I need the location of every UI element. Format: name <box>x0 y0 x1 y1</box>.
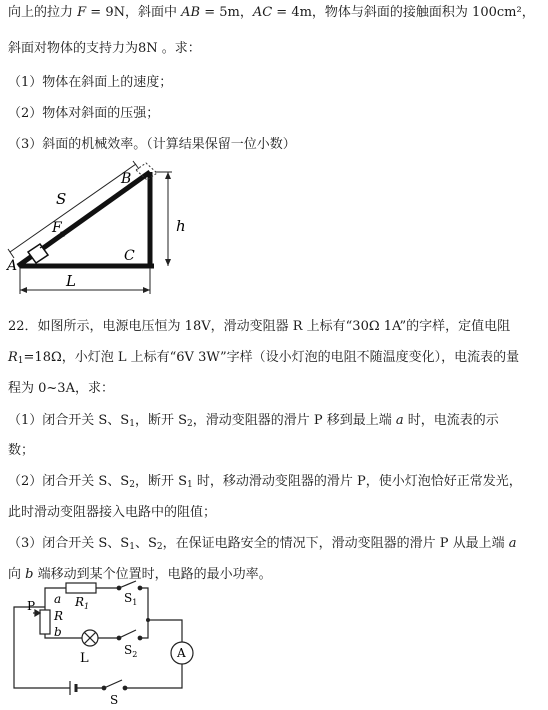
text-run: ，滑动变阻器的滑片 P 移到最上端 <box>192 413 396 428</box>
text-run: = 5m， <box>200 5 253 20</box>
var-a: a <box>395 413 404 428</box>
p22-line2 <box>8 349 519 370</box>
label-S1 <box>124 591 137 607</box>
p22-question-1-cont: 数； <box>8 443 35 458</box>
label-B: B <box>121 171 132 187</box>
label-F: F <box>52 220 62 236</box>
label-R: R <box>54 609 64 623</box>
var-R: R <box>8 350 18 365</box>
switch-s2-contact <box>138 636 142 640</box>
wire-bottom-right <box>125 664 182 688</box>
label-a: a <box>54 592 62 606</box>
text-run: 时，移动滑动变阻器的滑片 P，使小灯泡恰好正常发光， <box>192 474 522 489</box>
label-R1-sub: 1 <box>84 602 90 611</box>
var-a: a <box>508 536 517 551</box>
text-run: （2）闭合开关 S、S <box>8 474 130 489</box>
wire-top-right <box>140 588 148 638</box>
subscript: 2 <box>187 419 193 429</box>
p22-question-2-cont: 此时滑动变阻器接入电路中的阻值； <box>8 505 217 520</box>
slider-P-arrowhead <box>35 610 40 616</box>
text-run: 端移动到某个位置时，电路的最小功率。 <box>33 567 272 582</box>
label-R1-main: R <box>75 595 85 609</box>
label-A: A <box>7 258 18 274</box>
label-A: A <box>177 646 186 660</box>
label-S: S <box>56 190 67 208</box>
label-b: b <box>54 625 62 639</box>
text-run: = 4m，物体与斜面的接触面积为 100cm²， <box>272 5 535 20</box>
text-run: 时，电流表的示 <box>403 413 499 428</box>
p21-line2: 斜面对物体的支持力为8N 。求： <box>8 41 201 56</box>
label-S: S <box>110 693 119 707</box>
text-run: 、S <box>134 536 157 551</box>
var-F: F <box>77 5 87 20</box>
p22-question-3 <box>8 535 517 556</box>
text-run: 向 <box>8 567 26 582</box>
subscript: 1 <box>17 356 24 366</box>
subscript: 1 <box>129 542 135 552</box>
subscript: 2 <box>156 542 163 552</box>
label-S2-sub: 2 <box>132 650 138 659</box>
p21-question-2: （2）物体对斜面的压强； <box>8 106 160 121</box>
wire-right <box>160 620 182 642</box>
label-S2-main: S <box>124 643 133 657</box>
text-run: 向上的拉力 <box>8 5 78 20</box>
text-run: ，在保证电路安全的情况下，滑动变阻器的滑片 P 从最上端 <box>162 536 509 551</box>
p22-question-2 <box>8 473 522 494</box>
var-b: b <box>25 567 34 582</box>
text-run: ，断开 S <box>134 413 187 428</box>
p22-line1: 22．如图所示，电源电压恒为 18V，滑动变阻器 R 上标有“30Ω 1A”的字样，定值电阻 <box>8 319 511 334</box>
base-arrow-left <box>20 287 27 293</box>
label-S1-sub: 1 <box>132 598 138 607</box>
resistor-R1 <box>66 583 96 593</box>
circuit-diagram <box>0 580 548 710</box>
p22-question-1 <box>8 412 499 433</box>
switch-s2-blade <box>119 630 136 638</box>
p21-question-1: （1）物体在斜面上的速度； <box>8 75 173 90</box>
label-P: P <box>27 599 36 613</box>
text-run: =18Ω，小灯泡 L 上标有“6V 3W”字样（设小灯泡的电阻不随温度变化），电流表的量 <box>23 350 520 365</box>
slope-length-line <box>10 164 136 252</box>
p22-line3: 程为 0~3A，求： <box>8 381 114 396</box>
subscript: 1 <box>187 480 193 490</box>
text-run: （1）闭合开关 S、S <box>8 413 130 428</box>
label-C: C <box>124 248 135 264</box>
label-h: h <box>176 217 186 235</box>
height-arrow-bottom <box>165 259 171 266</box>
switch-s1-blade <box>119 581 136 588</box>
rheostat-R <box>40 610 50 634</box>
label-L: L <box>66 272 76 290</box>
height-arrow-top <box>165 172 171 179</box>
text-run: （3）闭合开关 S、S <box>8 536 130 551</box>
switch-s-blade <box>104 680 122 688</box>
p21-question-3: （3）斜面的机械效率。（计算结果保留一位小数） <box>8 137 296 152</box>
label-S2 <box>124 643 137 659</box>
subscript: 2 <box>129 480 135 490</box>
label-S1-main: S <box>124 591 133 605</box>
subscript: 1 <box>129 419 135 429</box>
label-R1 <box>74 595 89 611</box>
base-arrow-right <box>143 287 150 293</box>
text-run: ，断开 S <box>134 474 187 489</box>
text-run: = 9N，斜面中 <box>86 5 182 20</box>
var-AC: AC <box>252 5 273 20</box>
incline-figure <box>0 0 548 300</box>
var-AB: AB <box>181 5 201 20</box>
label-L: L <box>80 651 89 666</box>
